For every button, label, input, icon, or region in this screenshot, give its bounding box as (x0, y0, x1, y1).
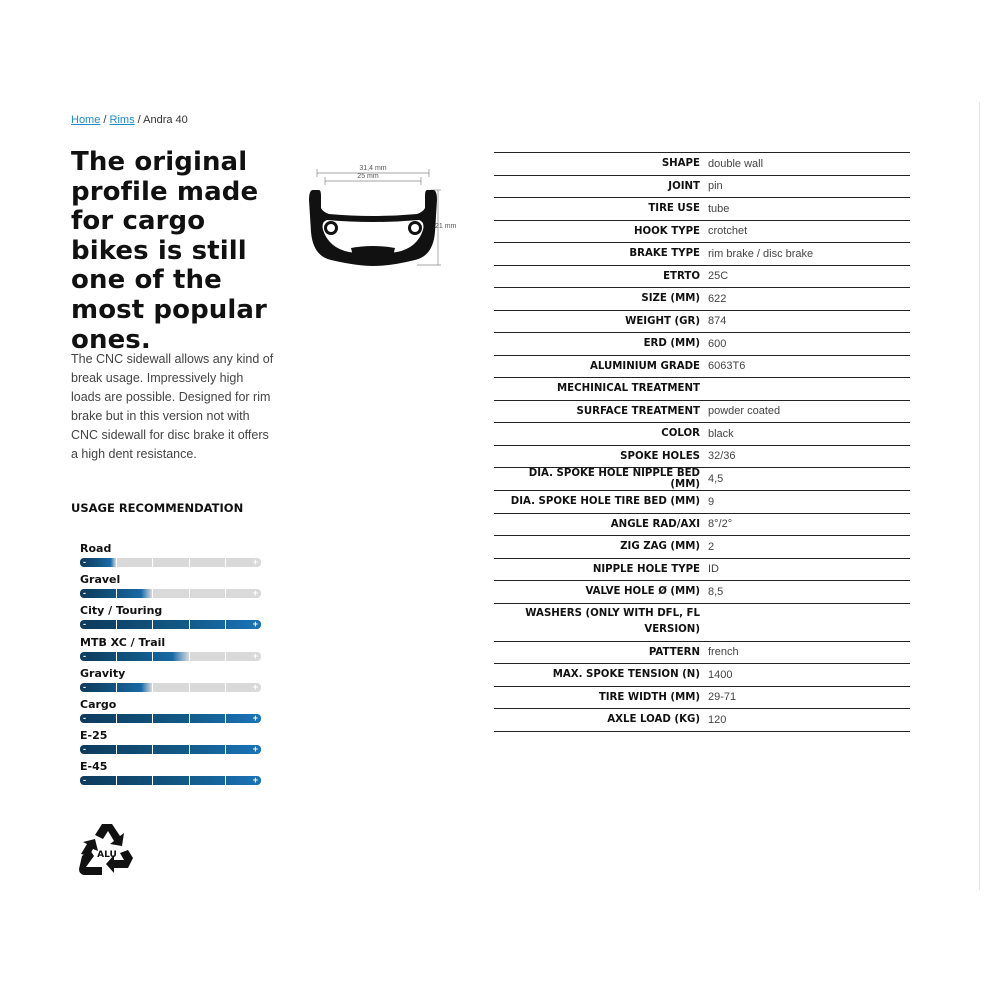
plus-icon: + (252, 558, 258, 567)
usage-bar-divider (225, 589, 226, 598)
breadcrumb-rims-link[interactable]: Rims (109, 114, 135, 126)
spec-row (494, 603, 910, 641)
spec-key: PATTERN (648, 646, 700, 658)
spec-value: ID (704, 558, 910, 581)
spec-row (494, 198, 910, 221)
usage-bar-divider (152, 652, 153, 661)
usage-row (80, 604, 262, 635)
usage-label: Gravel (80, 573, 121, 587)
spec-value (704, 603, 910, 641)
spec-row (494, 513, 910, 536)
usage-bar-divider (225, 620, 226, 629)
spec-value: powder coated (704, 400, 910, 423)
minus-icon: - (83, 713, 86, 723)
usage-bar-divider (189, 714, 190, 723)
recycle-icon (78, 822, 136, 878)
spec-value: 25C (704, 265, 910, 288)
usage-bar-divider (225, 652, 226, 661)
spec-row (494, 378, 910, 401)
usage-level-bar (80, 589, 261, 598)
usage-level-fill (80, 745, 261, 754)
usage-level-fill (80, 776, 261, 785)
spec-key: COLOR (661, 428, 700, 440)
usage-recommendation-list (80, 542, 262, 792)
plus-icon: + (252, 713, 258, 723)
minus-icon: - (83, 745, 86, 755)
spec-value: 874 (704, 310, 910, 333)
usage-row (80, 729, 262, 760)
usage-bar-divider (116, 683, 117, 692)
usage-bar-divider (225, 558, 226, 567)
usage-label: City / Touring (80, 604, 163, 618)
spec-table (494, 152, 910, 732)
usage-bar-divider (225, 683, 226, 692)
spec-row (494, 709, 910, 732)
breadcrumb-home-link[interactable]: Home (71, 114, 101, 126)
spec-key: ERD (MM) (643, 338, 700, 350)
spec-row (494, 265, 910, 288)
spec-key: VALVE HOLE Ø (MM) (585, 586, 700, 598)
usage-recommendation-title: USAGE RECOMMENDATION (71, 501, 244, 515)
alu-label: ALU (97, 850, 117, 860)
spec-row (494, 664, 910, 687)
usage-label: MTB XC / Trail (80, 635, 166, 649)
usage-bar-divider (152, 683, 153, 692)
spec-value: 8,5 (704, 581, 910, 604)
usage-level-fill (80, 714, 261, 723)
spec-key: MAX. SPOKE TENSION (N) (552, 669, 700, 681)
breadcrumb-separator: / (134, 114, 144, 126)
usage-bar-divider (116, 714, 117, 723)
outer-width-label: 31,4 mm (359, 165, 387, 172)
spec-key: ETRTO (663, 270, 700, 282)
usage-bar-divider (116, 620, 117, 629)
spec-value: pin (704, 175, 910, 198)
product-description: The CNC sidewall allows any kind of break usage. Impressively high loads are possible. Designed for rim brake but in this version not with CNC sidewall for disc brake it offers a high dent resistance. (71, 352, 274, 461)
breadcrumb-separator: / (100, 114, 110, 126)
plus-icon: + (252, 682, 258, 692)
spec-value: 4,5 (704, 468, 910, 491)
usage-bar-divider (152, 558, 153, 567)
usage-row (80, 573, 262, 604)
breadcrumb (71, 114, 188, 126)
spec-value: crotchet (704, 220, 910, 243)
spec-key: BRAKE TYPE (629, 248, 700, 260)
spec-row (494, 288, 910, 311)
usage-label: Gravity (80, 666, 126, 680)
spec-key: SIZE (MM) (641, 293, 700, 305)
spec-value: 600 (704, 333, 910, 356)
spec-value: 6063T6 (704, 355, 910, 378)
usage-bar-divider (116, 745, 117, 754)
usage-level-bar (80, 683, 261, 692)
spec-value: 2 (704, 536, 910, 559)
spec-key: JOINT (668, 180, 700, 192)
breadcrumb-current: Andra 40 (143, 114, 188, 126)
usage-bar-divider (152, 589, 153, 598)
usage-bar-divider (116, 652, 117, 661)
minus-icon: - (83, 776, 86, 786)
spec-value: rim brake / disc brake (704, 243, 910, 266)
usage-bar-divider (116, 589, 117, 598)
minus-icon: - (83, 651, 86, 661)
spec-row (494, 536, 910, 559)
spec-key: ALUMINIUM GRADE (590, 360, 700, 372)
spec-key: WEIGHT (GR) (625, 315, 700, 327)
spec-row (494, 220, 910, 243)
spec-key: ZIG ZAG (MM) (620, 541, 700, 553)
plus-icon: + (252, 651, 258, 661)
usage-row (80, 698, 262, 729)
spec-value: 120 (704, 709, 910, 732)
usage-bar-divider (189, 558, 190, 567)
spec-row (494, 333, 910, 356)
spec-value: double wall (704, 153, 910, 176)
spec-value: 29-71 (704, 686, 910, 709)
minus-icon: - (83, 620, 86, 630)
usage-bar-divider (189, 683, 190, 692)
spec-key: SPOKE HOLES (620, 450, 700, 462)
spec-row (494, 445, 910, 468)
spec-row (494, 153, 910, 176)
usage-bar-divider (189, 620, 190, 629)
minus-icon: - (83, 589, 86, 599)
usage-bar-divider (116, 558, 117, 567)
spec-value: 32/36 (704, 445, 910, 468)
spec-row (494, 400, 910, 423)
spec-key: MECHINICAL TREATMENT (557, 383, 700, 395)
spec-row (494, 686, 910, 709)
spec-row (494, 581, 910, 604)
usage-level-bar (80, 620, 261, 629)
spec-key: DIA. SPOKE HOLE NIPPLE BED (MM) (528, 468, 700, 490)
content-divider (979, 102, 980, 890)
usage-row (80, 542, 262, 573)
usage-row (80, 636, 262, 667)
usage-bar-divider (225, 776, 226, 785)
spec-value: 8°/2° (704, 513, 910, 536)
plus-icon: + (252, 620, 258, 630)
usage-row (80, 760, 262, 791)
spec-key: NIPPLE HOLE TYPE (592, 563, 700, 575)
spec-row (494, 491, 910, 514)
spec-row (494, 468, 910, 491)
usage-level-bar (80, 714, 261, 723)
spec-value: tube (704, 198, 910, 221)
usage-level-fill (80, 652, 189, 661)
minus-icon: - (83, 682, 86, 692)
usage-label: E-45 (80, 760, 108, 774)
height-label: 21 mm (435, 223, 457, 230)
minus-icon: - (83, 558, 86, 567)
spec-key: TIRE WIDTH (MM) (598, 691, 700, 703)
inner-width-label: 25 mm (357, 173, 379, 180)
spec-key: AXLE LOAD (KG) (607, 714, 700, 726)
usage-level-bar (80, 745, 261, 754)
usage-bar-divider (116, 776, 117, 785)
usage-label: Road (80, 542, 112, 555)
usage-label: Cargo (80, 697, 117, 711)
spec-row (494, 243, 910, 266)
spec-row (494, 355, 910, 378)
spec-key: WASHERS (ONLY WITH DFL, FL VERSION) (525, 608, 700, 635)
spec-row (494, 310, 910, 333)
usage-level-bar (80, 558, 261, 567)
spec-row (494, 175, 910, 198)
spec-value: french (704, 641, 910, 664)
spec-key: SURFACE TREATMENT (576, 405, 700, 417)
rim-profile-diagram (305, 160, 465, 270)
usage-level-fill (80, 620, 261, 629)
plus-icon: + (252, 776, 258, 786)
spec-key: SHAPE (661, 158, 700, 170)
usage-bar-divider (152, 745, 153, 754)
spec-row (494, 558, 910, 581)
spec-key: HOOK TYPE (633, 225, 700, 237)
spec-row (494, 423, 910, 446)
usage-bar-divider (189, 745, 190, 754)
spec-value: 9 (704, 491, 910, 514)
spec-value: 1400 (704, 664, 910, 687)
usage-bar-divider (225, 714, 226, 723)
spec-key: DIA. SPOKE HOLE TIRE BED (MM) (510, 496, 700, 508)
usage-row (80, 667, 262, 698)
usage-bar-divider (189, 589, 190, 598)
page-title: The original profile made for cargo bikes is still one of the most popular ones. (71, 147, 267, 355)
spec-row (494, 641, 910, 664)
usage-bar-divider (189, 776, 190, 785)
spec-value: black (704, 423, 910, 446)
usage-label: E-25 (80, 729, 108, 743)
spec-value (704, 378, 910, 401)
usage-level-bar (80, 776, 261, 785)
spec-key: ANGLE RAD/AXI (610, 518, 700, 530)
plus-icon: + (252, 589, 258, 599)
usage-level-bar (80, 652, 261, 661)
plus-icon: + (252, 745, 258, 755)
usage-bar-divider (152, 714, 153, 723)
usage-bar-divider (189, 652, 190, 661)
usage-bar-divider (152, 776, 153, 785)
usage-bar-divider (225, 745, 226, 754)
spec-value: 622 (704, 288, 910, 311)
usage-bar-divider (152, 620, 153, 629)
spec-key: TIRE USE (648, 203, 700, 215)
